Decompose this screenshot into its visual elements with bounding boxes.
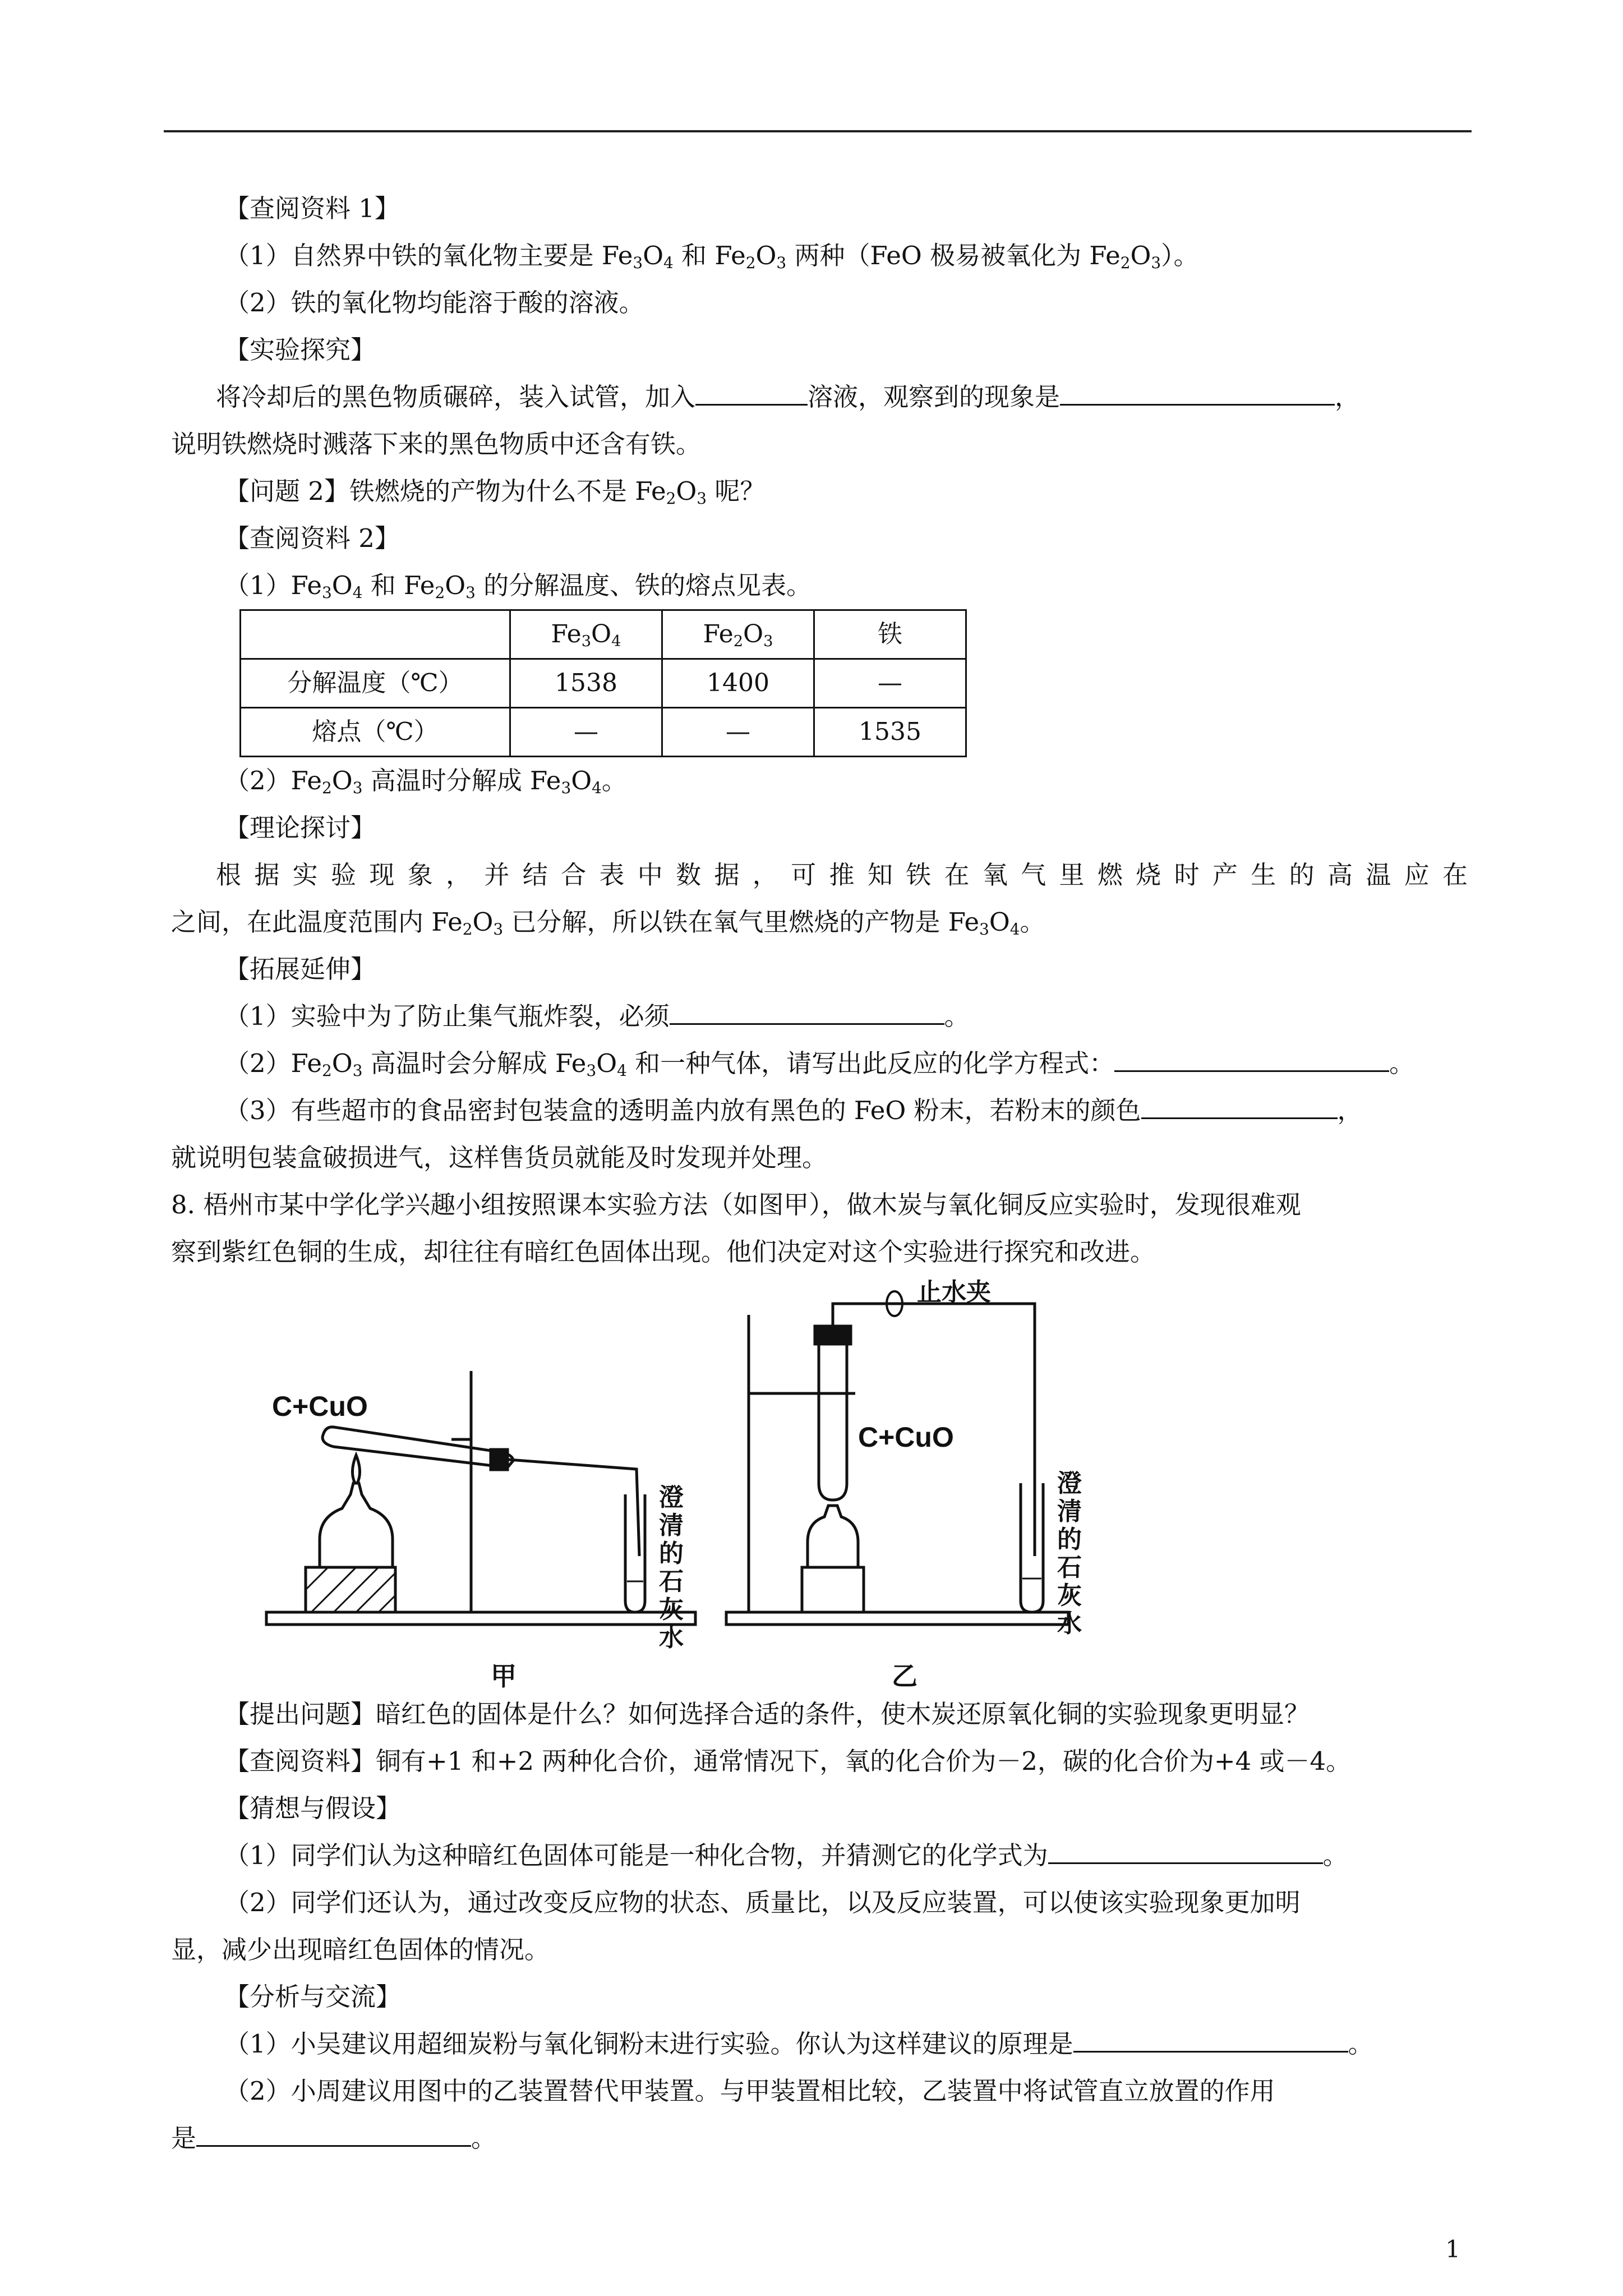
table-cell: — xyxy=(814,659,966,708)
experiment-line-2: 说明铁燃烧时溅落下来的黑色物质中还含有铁。 xyxy=(171,429,702,459)
data-table xyxy=(239,609,967,757)
yi-base-plate xyxy=(726,1612,1068,1625)
jia-stopper xyxy=(491,1450,508,1470)
page-number: 1 xyxy=(1445,2235,1460,2263)
jia-test-tube xyxy=(322,1427,513,1467)
svg-text:的: 的 xyxy=(659,1540,684,1567)
svg-text:澄: 澄 xyxy=(1057,1470,1082,1497)
jia-caption: 甲 xyxy=(491,1662,517,1691)
apparatus-figure xyxy=(171,1276,1472,1691)
extension-line-1: （1）实验中为了防止集气瓶炸裂，必须 。 xyxy=(224,1001,970,1031)
analysis-heading: 【分析与交流】 xyxy=(224,1982,402,2012)
info-line: 【查阅资料】铜有+1 和+2 两种化合价，通常情况下，氧的化合价为－2，碳的化合价为+4 或－4。 xyxy=(224,1746,1352,1776)
ref2-line-1: $(1)Fe_3O_4$ 和 $Fe_2O_3$ 的分解温度、铁的熔点见表。 xyxy=(224,570,812,602)
question-2: 【问题 2】铁燃烧的产物为什么不是 $Fe_2O_3$ 呢？ xyxy=(224,476,766,508)
extension-line-2: $(2)Fe_2O_3$ 高温时会分解成 $Fe_3O_4$ 和一种气体，请写出此反应的化学方程式： 。 xyxy=(224,1048,1415,1080)
answer-blank-phenomenon[interactable] xyxy=(1060,381,1335,406)
yi-alcohol-lamp xyxy=(808,1506,858,1567)
extension-line-4: 就说明包装盒破损进气，这样售货员就能及时发现并处理。 xyxy=(171,1143,828,1172)
answer-blank-purpose[interactable] xyxy=(196,2123,471,2147)
table-cell: 1535 xyxy=(814,708,966,757)
table-row xyxy=(241,659,966,708)
yi-clamp-label: 止水夹 xyxy=(917,1278,991,1306)
analysis-line-2: （2）小周建议用图中的乙装置替代甲装置。与甲装置相比较，乙装置中将试管直立放置的作用 xyxy=(224,2076,1275,2106)
svg-text:清: 清 xyxy=(1057,1498,1082,1525)
ref1-line-2: （2）铁的氧化物均能溶于酸的溶液。 xyxy=(224,288,644,318)
extension-heading: 【拓展延伸】 xyxy=(224,954,376,984)
jia-base-plate xyxy=(266,1612,695,1625)
table-header-row xyxy=(241,610,966,659)
experiment-heading: 【实验探究】 xyxy=(224,335,376,365)
analysis-line-1: （1）小吴建议用超细炭粉与氧化铜粉末进行实验。你认为这样建议的原理是 。 xyxy=(224,2029,1373,2059)
ref1-line-1: （1）自然界中铁的氧化物主要是 $Fe_3O_4$ 和 $Fe_2O_3$ 两种（FeO 极易被氧化为 $Fe_2O_3$）。 xyxy=(224,241,1199,272)
svg-text:石: 石 xyxy=(659,1568,684,1595)
header-rule xyxy=(164,130,1472,132)
svg-text:的: 的 xyxy=(1057,1526,1082,1553)
table-header-fe2o3: $Fe_2O_3$ xyxy=(662,610,814,659)
yi-reagent-label: C+CuO xyxy=(858,1421,954,1453)
problem-line: 【提出问题】暗红色的固体是什么？如何选择合适的条件，使木炭还原氧化铜的实验现象更明显？ xyxy=(224,1699,1310,1729)
answer-blank-prevent-crack[interactable] xyxy=(670,1001,944,1025)
theory-line-1: 根据实验现象，并结合表中数据，可推知铁在氧气里燃烧时产生的高温应在 xyxy=(216,860,1472,890)
ref2-line-2: $(2)Fe_2O_3$ 高温时分解成 $Fe_3O_4$。 xyxy=(224,766,627,797)
table-row xyxy=(241,708,966,757)
table-cell: 熔点（℃） xyxy=(241,708,510,757)
answer-blank-equation[interactable] xyxy=(1114,1048,1389,1073)
yi-caption: 乙 xyxy=(892,1662,917,1691)
apparatus-yi xyxy=(726,1304,1068,1625)
jia-alcohol-lamp xyxy=(320,1483,393,1567)
jia-reagent-label: C+CuO xyxy=(272,1391,368,1422)
svg-text:灰: 灰 xyxy=(659,1596,684,1623)
answer-blank-principle[interactable] xyxy=(1073,2028,1348,2053)
theory-line-2: 之间，在此温度范围内 $Fe_2O_3$ 已分解，所以铁在氧气里燃烧的产物是 $Fe_3O_4$。 xyxy=(171,907,1045,938)
analysis-line-3: 是 。 xyxy=(171,2123,497,2153)
hypothesis-heading: 【猜想与假设】 xyxy=(224,1793,402,1823)
yi-test-tube xyxy=(819,1340,847,1500)
svg-text:灰: 灰 xyxy=(1057,1582,1082,1609)
table-cell: 1400 xyxy=(662,659,814,708)
answer-blank-reagent[interactable] xyxy=(695,381,808,406)
jia-block-hatch xyxy=(306,1567,395,1612)
jia-limewater-tube xyxy=(625,1494,645,1612)
jia-delivery-tube xyxy=(509,1460,639,1556)
ref2-heading: 【查阅资料 2】 xyxy=(224,523,400,553)
experiment-line-1: 将冷却后的黑色物质碾碎，装入试管，加入 溶液，观察到的现象是 ， xyxy=(216,382,1361,412)
answer-blank-formula[interactable] xyxy=(1048,1840,1323,1865)
table-cell xyxy=(241,610,510,659)
ref1-heading: 【查阅资料 1】 xyxy=(224,194,400,223)
svg-text:清: 清 xyxy=(659,1512,684,1539)
svg-text:水: 水 xyxy=(659,1624,684,1651)
table-cell: 1538 xyxy=(510,659,662,708)
yi-limewater-label xyxy=(1057,1470,1082,1637)
yi-stopper xyxy=(815,1326,851,1344)
jia-flame xyxy=(352,1455,359,1483)
apparatus-diagram xyxy=(266,1278,1276,1696)
hypothesis-line-2: （2）同学们还认为，通过改变反应物的状态、质量比，以及反应装置，可以使该实验现象更加明 xyxy=(224,1888,1301,1917)
question-8-line-1: 8. 梧州市某中学化学兴趣小组按照课本实验方法（如图甲），做木炭与氧化铜反应实验时，发现很难观 xyxy=(171,1190,1301,1220)
table-cell: 分解温度（℃） xyxy=(241,659,510,708)
question-8-line-2: 察到紫红色铜的生成，却往往有暗红色固体出现。他们决定对这个实验进行探究和改进。 xyxy=(171,1237,1156,1267)
answer-blank-color[interactable] xyxy=(1141,1095,1338,1120)
hypothesis-line-3: 显，减少出现暗红色固体的情况。 xyxy=(171,1935,550,1964)
table-cell: — xyxy=(662,708,814,757)
table-cell: — xyxy=(510,708,662,757)
yi-limewater-tube xyxy=(1021,1483,1043,1612)
document-body xyxy=(171,185,1472,2162)
theory-heading: 【理论探讨】 xyxy=(224,813,376,843)
jia-limewater-label xyxy=(659,1484,684,1651)
table-header-fe3o4: $Fe_3O_4$ xyxy=(510,610,662,659)
svg-text:水: 水 xyxy=(1057,1610,1082,1637)
svg-text:澄: 澄 xyxy=(659,1484,684,1511)
yi-wood-block xyxy=(802,1567,864,1612)
hypothesis-line-1: （1）同学们认为这种暗红色固体可能是一种化合物，并猜测它的化学式为 。 xyxy=(224,1841,1348,1870)
table-header-iron: 铁 xyxy=(814,610,966,659)
extension-line-3: （3）有些超市的食品密封包装盒的透明盖内放有黑色的 FeO 粉末，若粉末的颜色 ， xyxy=(224,1096,1363,1125)
svg-text:石: 石 xyxy=(1057,1554,1082,1581)
